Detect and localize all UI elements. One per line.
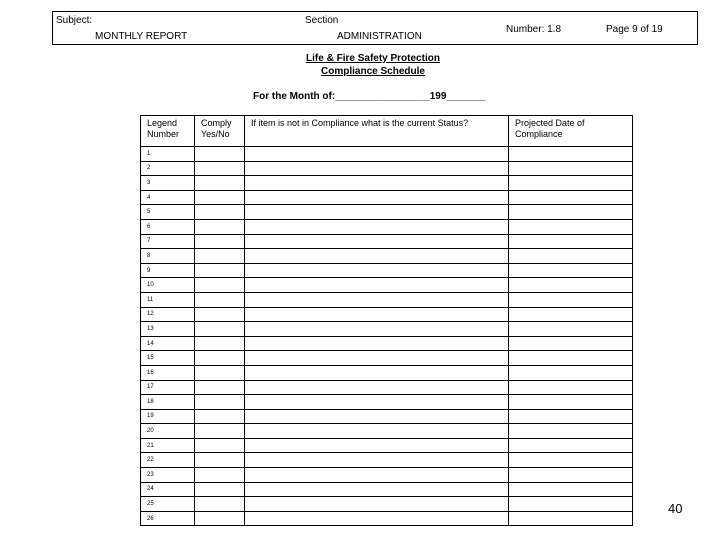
legend-number-cell: 1 <box>141 147 195 162</box>
table-row <box>141 438 633 453</box>
legend-number-cell: 7 <box>141 234 195 249</box>
document-title: Life & Fire Safety Protection <box>306 53 440 64</box>
projected-date-cell[interactable] <box>509 438 633 453</box>
comply-cell[interactable] <box>195 205 245 220</box>
projected-date-cell[interactable] <box>509 205 633 220</box>
projected-date-cell[interactable] <box>509 395 633 410</box>
status-cell[interactable] <box>245 424 509 439</box>
table-row <box>141 161 633 176</box>
legend-number-cell: 19 <box>141 409 195 424</box>
table-row <box>141 147 633 162</box>
table-row <box>141 351 633 366</box>
legend-number-cell: 8 <box>141 249 195 264</box>
comply-cell[interactable] <box>195 322 245 337</box>
comply-cell[interactable] <box>195 511 245 526</box>
comply-cell[interactable] <box>195 497 245 512</box>
comply-cell[interactable] <box>195 176 245 191</box>
header-top-border <box>52 11 698 12</box>
section-value: ADMINISTRATION <box>337 31 422 42</box>
legend-number-cell: 25 <box>141 497 195 512</box>
header-left-border <box>52 11 53 45</box>
comply-cell[interactable] <box>195 395 245 410</box>
header-projected-date <box>509 116 633 147</box>
projected-date-cell[interactable] <box>509 307 633 322</box>
comply-cell[interactable] <box>195 307 245 322</box>
header-projected-line1: Projected Date of <box>515 118 585 128</box>
legend-number-cell: 18 <box>141 395 195 410</box>
status-cell[interactable] <box>245 307 509 322</box>
comply-cell[interactable] <box>195 453 245 468</box>
status-cell[interactable] <box>245 205 509 220</box>
legend-number-cell: 26 <box>141 511 195 526</box>
comply-cell[interactable] <box>195 424 245 439</box>
slide-page-number: 40 <box>668 501 683 516</box>
status-cell[interactable] <box>245 234 509 249</box>
status-cell[interactable] <box>245 482 509 497</box>
projected-date-cell[interactable] <box>509 219 633 234</box>
table-row <box>141 292 633 307</box>
table-row <box>141 497 633 512</box>
table-header-row <box>141 116 633 147</box>
status-cell[interactable] <box>245 161 509 176</box>
table-row <box>141 234 633 249</box>
comply-cell[interactable] <box>195 263 245 278</box>
page-indicator: Page 9 of 19 <box>606 24 663 35</box>
table-row <box>141 219 633 234</box>
table-row <box>141 278 633 293</box>
legend-number-cell: 16 <box>141 365 195 380</box>
legend-number-cell: 4 <box>141 190 195 205</box>
projected-date-cell[interactable] <box>509 176 633 191</box>
projected-date-cell[interactable] <box>509 322 633 337</box>
comply-cell[interactable] <box>195 190 245 205</box>
header-legend-line1: Legend <box>147 118 178 128</box>
status-cell[interactable] <box>245 336 509 351</box>
comply-cell[interactable] <box>195 278 245 293</box>
status-cell[interactable] <box>245 380 509 395</box>
projected-date-cell[interactable] <box>509 497 633 512</box>
status-cell[interactable] <box>245 190 509 205</box>
legend-number-cell: 15 <box>141 351 195 366</box>
comply-cell[interactable] <box>195 409 245 424</box>
status-cell[interactable] <box>245 263 509 278</box>
status-cell[interactable] <box>245 249 509 264</box>
projected-date-cell[interactable] <box>509 147 633 162</box>
table-row <box>141 424 633 439</box>
status-cell[interactable] <box>245 278 509 293</box>
header-comply-line2: Yes/No <box>201 129 230 139</box>
legend-number-cell: 23 <box>141 468 195 483</box>
table-row <box>141 409 633 424</box>
table-row <box>141 482 633 497</box>
status-cell[interactable] <box>245 409 509 424</box>
header-comply-line1: Comply <box>201 118 232 128</box>
month-line: For the Month of:_________________199_______ <box>253 91 486 102</box>
legend-number-cell: 12 <box>141 307 195 322</box>
projected-date-cell[interactable] <box>509 453 633 468</box>
comply-cell[interactable] <box>195 468 245 483</box>
comply-cell[interactable] <box>195 380 245 395</box>
projected-date-cell[interactable] <box>509 351 633 366</box>
status-cell[interactable] <box>245 365 509 380</box>
legend-number-cell: 20 <box>141 424 195 439</box>
projected-date-cell[interactable] <box>509 234 633 249</box>
header-status <box>245 116 509 147</box>
header-projected-line2: Compliance <box>515 129 563 139</box>
table-row <box>141 176 633 191</box>
projected-date-cell[interactable] <box>509 249 633 264</box>
projected-date-cell[interactable] <box>509 263 633 278</box>
legend-number-cell: 3 <box>141 176 195 191</box>
legend-number-cell: 22 <box>141 453 195 468</box>
table-row <box>141 205 633 220</box>
header-status-line1: If item is not in Compliance what is the current Status? <box>251 118 469 128</box>
status-cell[interactable] <box>245 292 509 307</box>
legend-number-cell: 17 <box>141 380 195 395</box>
legend-number-cell: 14 <box>141 336 195 351</box>
legend-number-cell: 24 <box>141 482 195 497</box>
legend-number-cell: 11 <box>141 292 195 307</box>
status-cell[interactable] <box>245 511 509 526</box>
header-right-border <box>697 11 698 45</box>
legend-number-cell: 9 <box>141 263 195 278</box>
header-legend-number <box>141 116 195 147</box>
comply-cell[interactable] <box>195 161 245 176</box>
projected-date-cell[interactable] <box>509 511 633 526</box>
document-subtitle: Compliance Schedule <box>321 66 425 77</box>
projected-date-cell[interactable] <box>509 468 633 483</box>
comply-cell[interactable] <box>195 234 245 249</box>
status-cell[interactable] <box>245 438 509 453</box>
comply-cell[interactable] <box>195 351 245 366</box>
legend-number-cell: 10 <box>141 278 195 293</box>
projected-date-cell[interactable] <box>509 278 633 293</box>
table-row <box>141 453 633 468</box>
header-comply <box>195 116 245 147</box>
table-row <box>141 190 633 205</box>
table-row <box>141 365 633 380</box>
table-body <box>141 147 633 526</box>
status-cell[interactable] <box>245 395 509 410</box>
table-row <box>141 322 633 337</box>
projected-date-cell[interactable] <box>509 292 633 307</box>
status-cell[interactable] <box>245 147 509 162</box>
table-row <box>141 380 633 395</box>
table-row <box>141 249 633 264</box>
comply-cell[interactable] <box>195 249 245 264</box>
legend-number-cell: 13 <box>141 322 195 337</box>
projected-date-cell[interactable] <box>509 190 633 205</box>
projected-date-cell[interactable] <box>509 424 633 439</box>
header-bottom-border <box>52 44 698 45</box>
status-cell[interactable] <box>245 219 509 234</box>
status-cell[interactable] <box>245 453 509 468</box>
table-row <box>141 468 633 483</box>
compliance-schedule-table <box>140 115 633 526</box>
legend-number-cell: 6 <box>141 219 195 234</box>
status-cell[interactable] <box>245 351 509 366</box>
section-label: Section <box>305 15 339 26</box>
projected-date-cell[interactable] <box>509 482 633 497</box>
comply-cell[interactable] <box>195 147 245 162</box>
projected-date-cell[interactable] <box>509 380 633 395</box>
status-cell[interactable] <box>245 322 509 337</box>
comply-cell[interactable] <box>195 336 245 351</box>
comply-cell[interactable] <box>195 219 245 234</box>
projected-date-cell[interactable] <box>509 409 633 424</box>
status-cell[interactable] <box>245 497 509 512</box>
projected-date-cell[interactable] <box>509 365 633 380</box>
table-row <box>141 336 633 351</box>
comply-cell[interactable] <box>195 438 245 453</box>
legend-number-cell: 2 <box>141 161 195 176</box>
document-number: Number: 1.8 <box>506 24 562 35</box>
comply-cell[interactable] <box>195 482 245 497</box>
table-row <box>141 511 633 526</box>
projected-date-cell[interactable] <box>509 161 633 176</box>
header-legend-line2: Number <box>147 129 180 139</box>
comply-cell[interactable] <box>195 365 245 380</box>
comply-cell[interactable] <box>195 292 245 307</box>
legend-number-cell: 5 <box>141 205 195 220</box>
projected-date-cell[interactable] <box>509 336 633 351</box>
table-row <box>141 263 633 278</box>
status-cell[interactable] <box>245 176 509 191</box>
table-row <box>141 307 633 322</box>
status-cell[interactable] <box>245 468 509 483</box>
table-row <box>141 395 633 410</box>
legend-number-cell: 21 <box>141 438 195 453</box>
subject-value: MONTHLY REPORT <box>95 31 188 42</box>
subject-label: Subject: <box>56 15 93 26</box>
